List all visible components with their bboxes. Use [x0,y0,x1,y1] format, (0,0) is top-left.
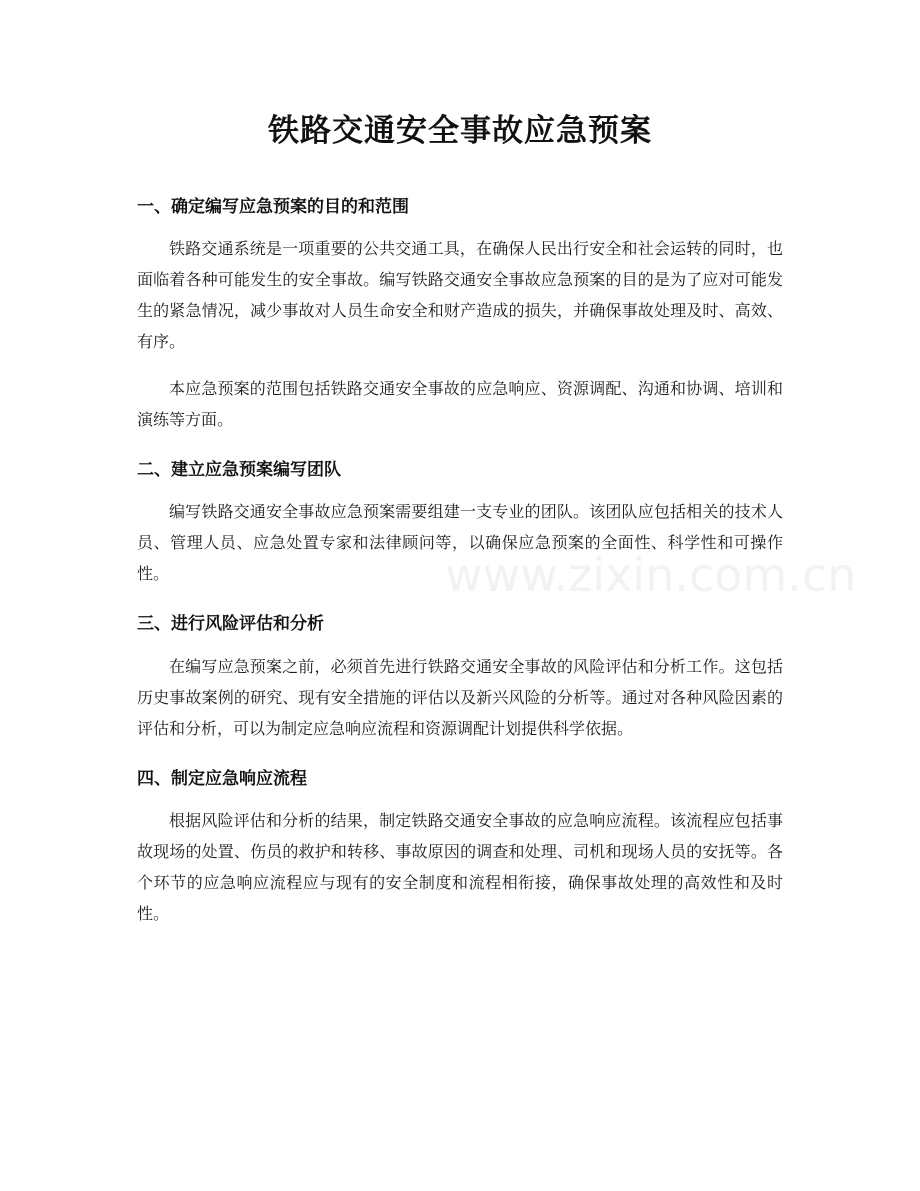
section-heading: 二、建立应急预案编写团队 [137,460,341,481]
section-heading: 三、进行风险评估和分析 [137,614,324,635]
paragraph: 在编写应急预案之前，必须首先进行铁路交通安全事故的风险评估和分析工作。这包括历史事故案例的研究、现有安全措施的评估以及新兴风险的分析等。通过对各种风险因素的评估和分析，可以为制定应急响应流程和资源调配计划提供科学依据。 [137,656,783,738]
watermark-text: www.zixin.com.cn [445,548,857,602]
section-team [137,457,783,589]
section-heading: 一、确定编写应急预案的目的和范围 [137,197,409,217]
section-heading: 四、制定应急响应流程 [137,768,307,789]
section-purpose-scope [137,194,783,435]
document-title: 铁路交通安全事故应急预案 [268,113,652,149]
paragraph: 铁路交通系统是一项重要的公共交通工具，在确保人民出行安全和社会运转的同时，也面临着各种可能发生的安全事故。编写铁路交通安全事故应急预案的目的是为了应对可能发生的紧急情况，减少事故对人员生命安全和财产造成的损失，并确保事故处理及时、高效、有序。 [137,239,783,352]
paragraph: 本应急预案的范围包括铁路交通安全事故的应急响应、资源调配、沟通和协调、培训和演练等方面。 [137,379,783,430]
section-risk-assessment [137,611,783,743]
section-response-process [137,766,783,929]
paragraph: 编写铁路交通安全事故应急预案需要组建一支专业的团队。该团队应包括相关的技术人员、管理人员、应急处置专家和法律顾问等，以确保应急预案的全面性、科学性和可操作性。 [137,502,783,584]
paragraph: 根据风险评估和分析的结果，制定铁路交通安全事故的应急响应流程。该流程应包括事故现场的处置、伤员的救护和转移、事故原因的调查和处理、司机和现场人员的安抚等。各个环节的应急响应流程应与现有的安全制度和流程相衔接，确保事故处理的高效性和及时性。 [137,810,783,923]
